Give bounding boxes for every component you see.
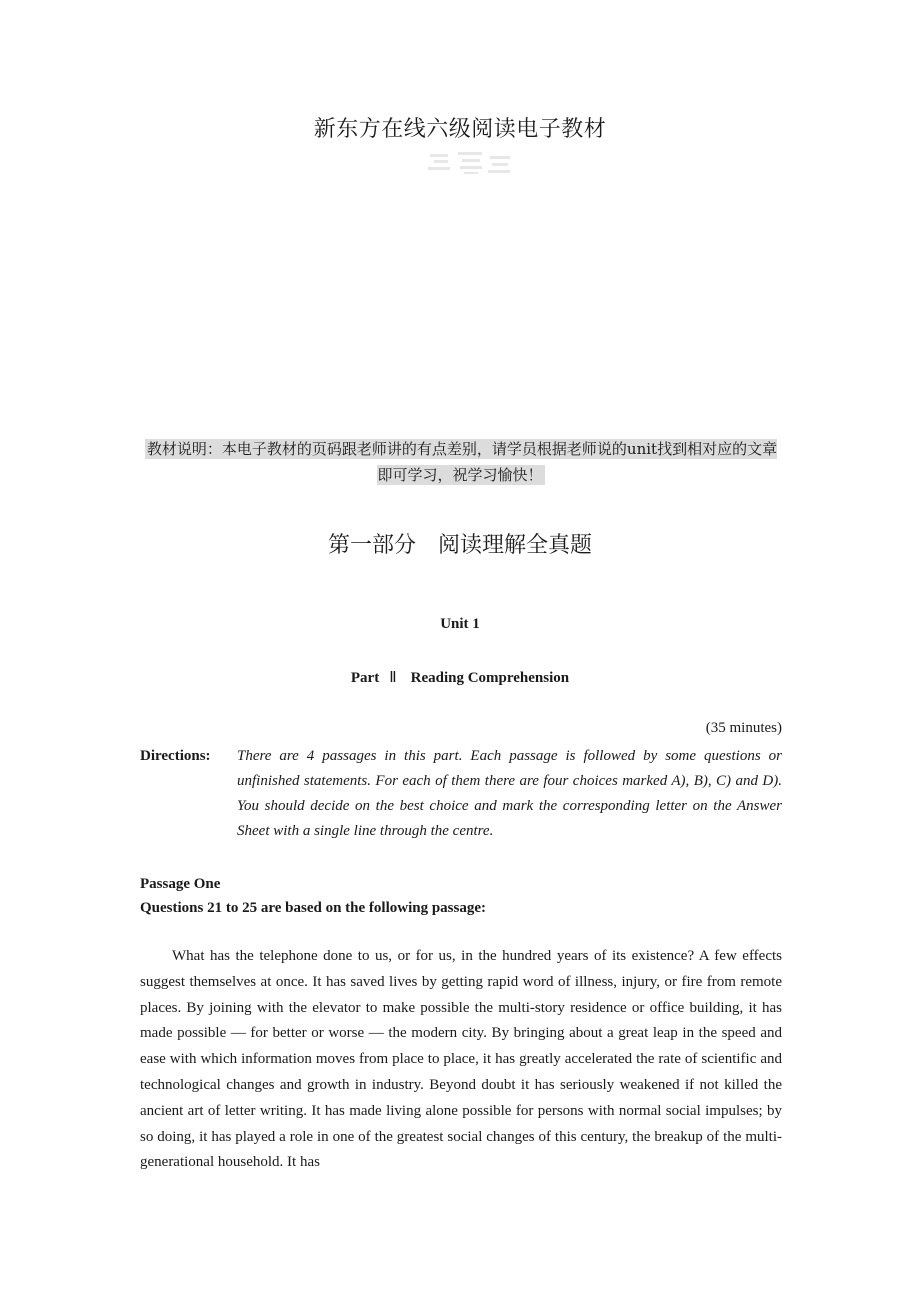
directions-block bbox=[140, 744, 782, 844]
passage-instruction: Questions 21 to 25 are based on the following passage: bbox=[140, 900, 486, 916]
part-numeral: Ⅱ bbox=[389, 670, 397, 686]
unit-title: Unit 1 bbox=[440, 616, 480, 632]
section-title: 第一部分 阅读理解全真题 bbox=[327, 533, 592, 558]
notice-text: 教材说明：本电子教材的页码跟老师讲的有点差别，请学员根据老师说的unit找到相对应的文章即可学习，祝学习愉快！ bbox=[146, 440, 778, 484]
part-name: Reading Comprehension bbox=[410, 670, 570, 686]
watermark-logo bbox=[424, 148, 516, 178]
part-label: Part bbox=[350, 670, 380, 686]
passage-paragraph: What has the telephone done to us, or for us, in the hundred years of its existence? A few effects suggest themselves at once. It has saved lives by getting rapid word of illness, injury, or fire from remote places. By joining with the elevator to make possible the multi-story residence or office building, it has made possible — for better or worse — the modern city. By bringing about a great leap in the speed and ease with which information moves from place to place, it has greatly accelerated the rate of scientific and technological changes and growth in industry. Beyond doubt it has seriously weakened if not killed the ancient art of letter writing. It has made living alone possible for persons with normal social impulses; by so doing, it has played a role in one of the greatest social changes of this century, the breakup of the multi-generational household. It has bbox=[140, 948, 782, 1171]
part-title bbox=[0, 668, 920, 687]
directions-text: There are 4 passages in this part. Each passage is followed by some questions or unfinished statements. For each of them there are four choices marked A), B), C) and D). You should decide on the best choice and mark the corresponding letter on the Answer Sheet with a single line through the centre. bbox=[237, 748, 782, 839]
notice-box bbox=[140, 436, 782, 488]
directions-label: Directions: bbox=[140, 748, 211, 764]
passage-title: Passage One bbox=[140, 876, 221, 892]
time-limit: (35 minutes) bbox=[705, 720, 782, 736]
passage-header bbox=[140, 872, 486, 920]
document-title: 新东方在线六级阅读电子教材 bbox=[313, 117, 607, 142]
